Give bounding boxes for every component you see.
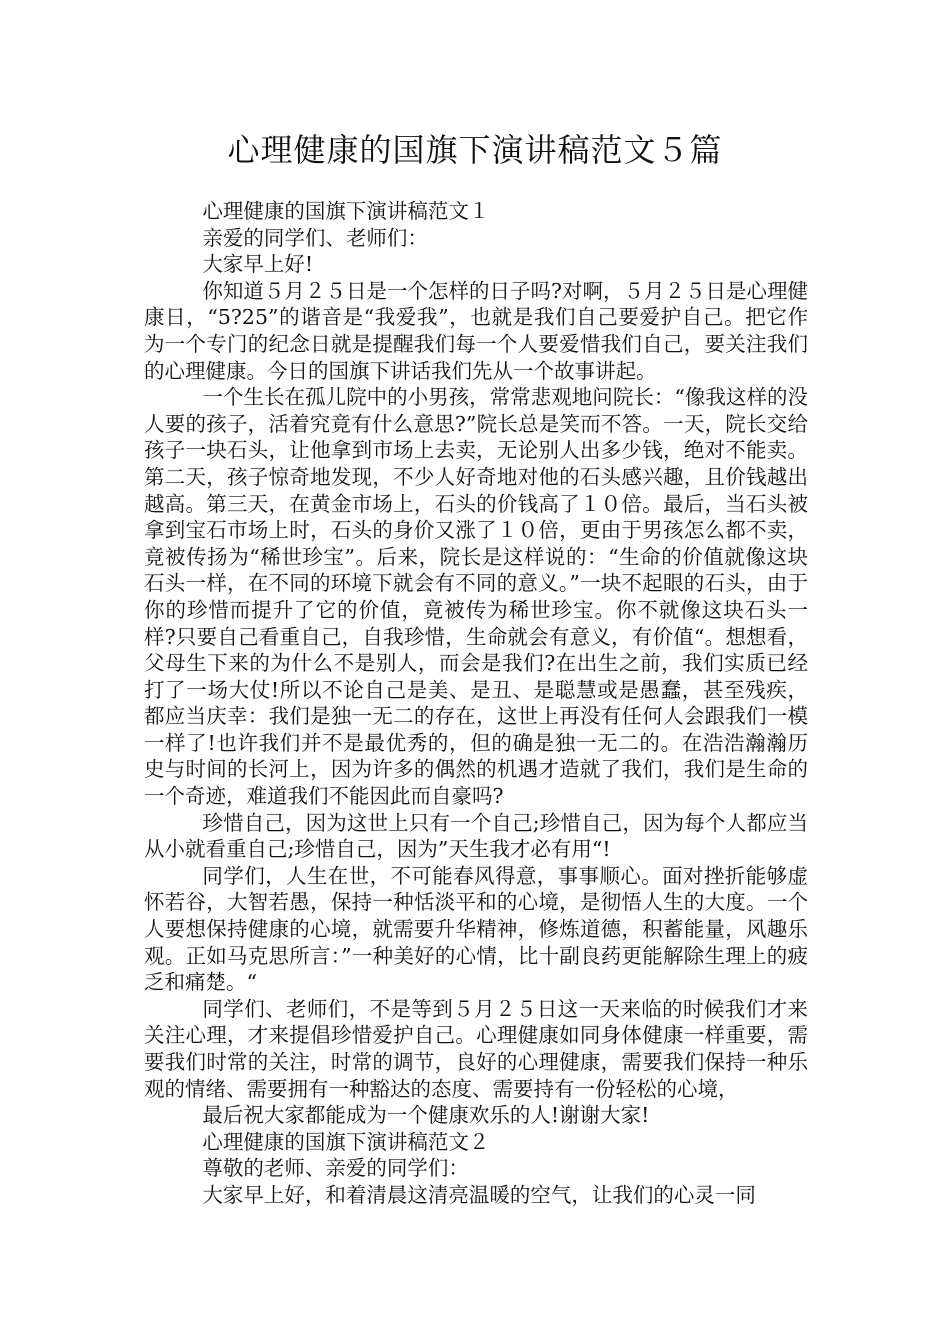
greeting: 大家早上好!: [202, 252, 314, 277]
salutation: 尊敬的老师、亲爱的同学们：: [202, 1156, 469, 1181]
paragraph: 你知道５月２５日是一个怎样的日子吗?对啊，５月２５日是心理健康日，“5?25”的谐音是“我爱我”，也就是我们自己要爱护自己。把它作为一个专门的纪念日就是提醒我们每一个人要爱惜我们自己，要关注我们的心理健康。今日的国旗下讲话我们先从一个故事讲起。: [144, 278, 808, 383]
paragraph: 大家早上好，和着清晨这清亮温暖的空气，让我们的心灵一同: [202, 1182, 756, 1207]
paragraph: 同学们、老师们，不是等到５月２５日这一天来临的时候我们才来关注心理，才来提倡珍惜爱护自己。心理健康如同身体健康一样重要，需要我们时常的关注，时常的调节，良好的心理健康，需要我们保持一种乐观的情绪、需要拥有一种豁达的态度、需要持有一份轻松的心境，: [144, 996, 808, 1101]
paragraph: 珍惜自己，因为这世上只有一个自己;珍惜自己，因为每个人都应当从小就看重自己;珍惜自己，因为”天生我才必有用“!: [144, 810, 808, 862]
document-title: 心理健康的国旗下演讲稿范文５篇: [227, 131, 723, 169]
paragraph: 同学们，人生在世，不可能春风得意，事事顺心。面对挫折能够虚怀若谷，大智若愚，保持一种恬淡平和的心境，是彻悟人生的大度。一个人要想保持健康的心境，就需要升华精神，修炼道德，积蓄能量，风趣乐观。正如马克思所言：”一种美好的心情，比十副良药更能解除生理上的疲乏和痛楚。“: [144, 863, 808, 995]
section-heading-1: 心理健康的国旗下演讲稿范文１: [202, 199, 490, 223]
closing-line: 最后祝大家都能成为一个健康欢乐的人!谢谢大家!: [202, 1103, 650, 1128]
section-heading-2: 心理健康的国旗下演讲稿范文２: [202, 1129, 490, 1154]
salutation: 亲爱的同学们、老师们：: [202, 225, 428, 250]
paragraph: 一个生长在孤儿院中的小男孩，常常悲观地问院长：“像我这样的没人要的孩子，活着究竟有什么意思?”院长总是笑而不答。一天，院长交给孩子一块石头，让他拿到市场上去卖，无论别人出多少钱，绝对不能卖。第二天，孩子惊奇地发现，不少人好奇地对他的石头感兴趣，且价钱越出越高。第三天，在黄金市场上，石头的价钱高了１０倍。最后，当石头被拿到宝石市场上时，石头的身价又涨了１０倍，更由于男孩怎么都不卖，竟被传扬为“稀世珍宝”。后来，院长是这样说的：“生命的价值就像这块石头一样，在不同的环境下就会有不同的意义。”一块不起眼的石头，由于你的珍惜而提升了它的价值，竟被传为稀世珍宝。你不就像这块石头一样?只要自己看重自己，自我珍惜，生命就会有意义，有价值“。想想看，父母生下来的为什么不是别人，而会是我们?在出生之前，我们实质已经打了一场大仗!所以不论自己是美、是丑、是聪慧或是愚蠢，甚至残疾，都应当庆幸：我们是独一无二的存在，这世上再没有任何人会跟我们一模一样了!也许我们并不是最优秀的，但的确是独一无二的。在浩浩瀚瀚历史与时间的长河上，因为许多的偶然的机遇才造就了我们，我们是生命的一个奇迹，难道我们不能因此而自豪吗?: [144, 385, 808, 809]
document-body: [144, 198, 808, 1209]
